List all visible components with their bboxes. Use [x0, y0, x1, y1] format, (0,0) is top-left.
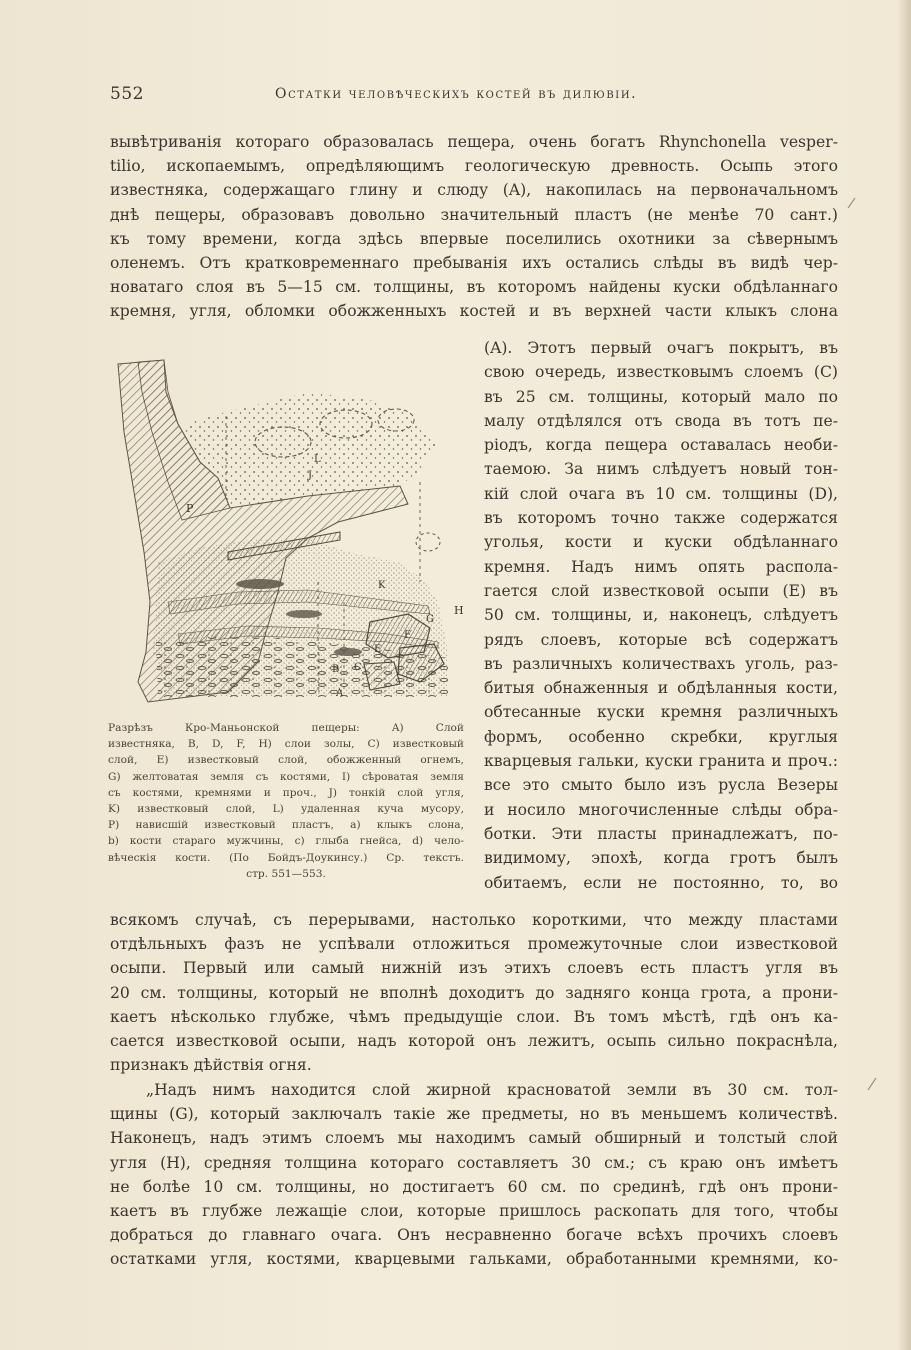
figure-label-g: G — [426, 614, 434, 625]
figure-label-f: F — [404, 630, 411, 641]
side-column-paragraph — [484, 336, 838, 895]
caption-line: b) кости стараго мужчины, c) глыба гнейса, d) чело- — [108, 835, 464, 848]
text-line: признакъ дѣйствія огня. — [110, 1056, 312, 1075]
text-line: ботки. Эти пласты принадлежатъ, по- — [484, 824, 838, 843]
text-line: формъ, особенно скребки, круглыя — [484, 727, 838, 746]
text-line: свою очередь, известковымъ слоемъ (C) — [484, 363, 838, 382]
caption-line: съ костями, кремнями и проч., J) тонкій слой угля, — [108, 786, 464, 799]
figure-label-j: J — [308, 470, 313, 481]
caption-line: Разрѣзъ Кро-Маньонской пещеры: A) Слой — [108, 722, 464, 734]
text-line: известняка, содержащаго глину и слюду (A), накопилась на первоначальномъ — [110, 181, 838, 200]
text-line: въ которомъ точно также содержатся — [484, 509, 838, 528]
caption-line: P) нависшій известковый пластъ, a) клыкъ слона, — [108, 819, 464, 832]
figure-label-e: E — [374, 644, 382, 655]
continuation-paragraph — [110, 908, 838, 1077]
text-line: въ различныхъ количествахъ уголь, раз- — [484, 654, 838, 673]
text-line: все это смыто было изъ русла Везеры — [484, 776, 838, 795]
text-line: щины (G), который заключалъ такіе же предметы, но въ меньшемъ количествѣ. — [110, 1105, 838, 1124]
text-line: 50 см. толщины, и, наконецъ, слѣдуетъ — [484, 606, 838, 625]
caption-line: слой, E) известковый слой, обожженный огнемъ, — [108, 754, 464, 767]
caption-line: G) желтоватая земля съ костями, I) сѣроватая земля — [108, 770, 464, 783]
figure-label-b: B — [332, 664, 340, 675]
cave-section-figure — [108, 352, 470, 714]
caption-line: известняка, B, D, F, H) слои золы, C) известковый — [108, 738, 464, 751]
text-line: отдѣльныхъ фазъ не успѣвали отложиться промежуточные слои известковой — [110, 935, 838, 954]
text-line: Наконецъ, надъ этимъ слоемъ мы находимъ самый обширный и толстый слой — [110, 1129, 838, 1148]
text-line: уголья, кости и куски обдѣланнаго — [484, 533, 838, 552]
text-line: остатками угля, костями, кварцевыми гальками, обработанными кремнями, ко- — [110, 1250, 838, 1269]
text-line: рядъ слоевъ, которые всѣ содержатъ — [484, 630, 838, 649]
figure-label-c: C — [354, 662, 362, 673]
margin-pencil-mark — [866, 1076, 878, 1092]
page-edge-shadow — [897, 0, 911, 1350]
figure-label-l: L — [314, 454, 321, 465]
caption-line: вѣческія кости. (По Бойдъ-Доукинсу.) Ср. текстъ. — [108, 851, 464, 864]
figure-caption — [108, 720, 464, 882]
text-line: новатаго слоя въ 5—15 см. толщины, въ которомъ найдены куски обдѣланнаго — [110, 278, 838, 297]
page-number: 552 — [110, 84, 144, 104]
text-line: „Надъ нимъ находится слой жирной красноватой земли въ 30 см. тол- — [146, 1081, 838, 1099]
text-line: всякомъ случаѣ, съ перерывами, настолько короткими, что между пластами — [110, 911, 838, 929]
figure-label-h: H — [454, 604, 464, 617]
text-line: малу отдѣлялся отъ свода въ тотъ пе- — [484, 411, 838, 430]
text-line: обитаемъ, если не постоянно, то, во — [484, 873, 838, 892]
text-line: добраться до главнаго очага. Онъ несравненно богаче всѣхъ прочихъ слоевъ — [110, 1226, 838, 1245]
text-line: tilio, ископаемымъ, опредѣляющимъ геологическую древность. Осыпь этого — [110, 157, 838, 176]
text-line: кремня, угля, обломки обожженныхъ костей и въ верхней части клыкъ слона — [110, 302, 838, 321]
text-line: таемою. За нимъ слѣдуетъ новый тон- — [484, 460, 838, 479]
text-line: не болѣе 10 см. толщины, но достигаетъ 60 см. по срединѣ, гдѣ онъ прони- — [110, 1177, 838, 1196]
page-header — [110, 84, 850, 108]
text-line: сается известковой осыпи, надъ которой онъ лежитъ, осыпь сильно покраснѣла, — [110, 1032, 838, 1051]
text-line: вывѣтриванія котораго образовалась пещера, очень богатъ Rhynchonella vesper- — [110, 133, 838, 151]
text-line: днѣ пещеры, образовавъ довольно значительный пластъ (не менѣе 70 сант.) — [110, 205, 838, 224]
text-line: кремня. Надъ нимъ опять распола- — [484, 557, 838, 576]
figure-label-a: A — [336, 688, 344, 699]
text-line: видимому, эпохѣ, когда гротъ былъ — [484, 849, 838, 868]
text-line: 20 см. толщины, который не вполнѣ доходитъ до задняго конца грота, а прони- — [110, 983, 838, 1002]
text-line: кій слой очага въ 10 см. толщины (D), — [484, 484, 838, 503]
text-line: въ 25 см. толщины, который мало по — [484, 387, 838, 406]
text-line: угля (H), средняя толщина котораго составляетъ 30 см.; съ краю онъ имѣетъ — [110, 1153, 838, 1172]
text-line: къ тому времени, когда здѣсь впервые поселились охотники за сѣвернымъ — [110, 229, 838, 248]
text-line: битыя обнаженныя и обдѣланныя кости, — [484, 679, 838, 698]
text-line: ріодъ, когда пещера оставалась необи- — [484, 436, 838, 455]
text-line: каетъ нѣсколько глубже, чѣмъ предыдущіе слои. Въ томъ мѣстѣ, гдѣ онъ ка- — [110, 1007, 838, 1026]
caption-line: K) известковый слой, L) удаленная куча мусору, — [108, 803, 464, 816]
running-title: Остатки человѣческихъ костей въ дилювіи. — [275, 86, 638, 102]
caption-line: стр. 551—553. — [246, 867, 326, 880]
cave-section-drawing — [108, 352, 470, 714]
margin-pencil-mark — [846, 196, 858, 210]
text-line: и носило многочисленные слѣды обра- — [484, 800, 838, 819]
text-line: (A). Этотъ первый очагъ покрытъ, въ — [484, 339, 838, 357]
text-line: осыпи. Первый или самый нижній изъ этихъ слоевъ есть пластъ угля въ — [110, 959, 838, 978]
text-line: гается слой известковой осыпи (E) въ — [484, 581, 838, 600]
figure-label-p: P — [186, 502, 194, 515]
intro-paragraph — [110, 130, 838, 324]
quote-paragraph — [110, 1078, 838, 1272]
figure-label-k: K — [378, 580, 386, 591]
text-line: обтесанные куски кремня различныхъ — [484, 703, 838, 722]
text-line: каетъ въ глубже лежащіе слои, которые пришлось раскопать для того, чтобы — [110, 1202, 838, 1221]
text-line: кварцевыя гальки, куски гранита и проч.: — [484, 752, 838, 771]
text-line: оленемъ. Отъ кратковременнаго пребыванія ихъ остались слѣды въ видѣ чер- — [110, 254, 838, 273]
